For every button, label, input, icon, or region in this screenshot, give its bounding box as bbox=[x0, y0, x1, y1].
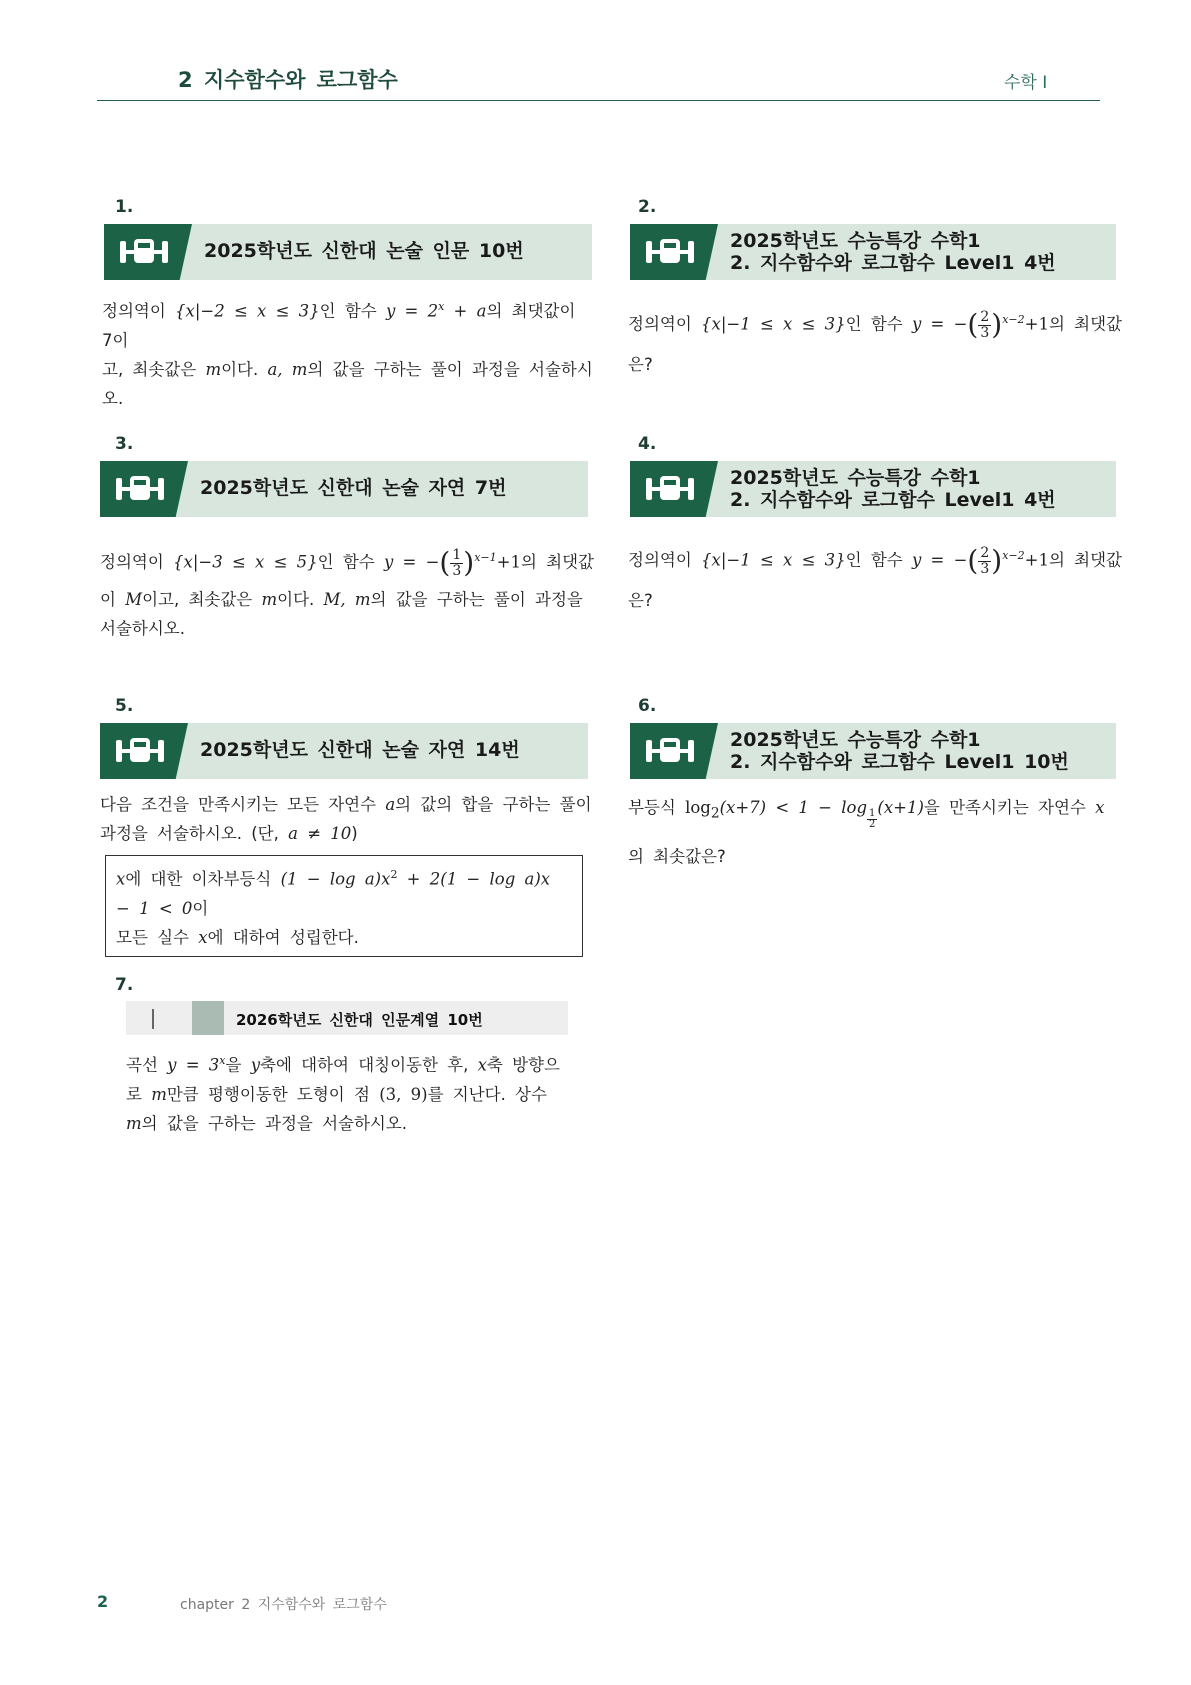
source-banner bbox=[630, 224, 1116, 280]
banner-block bbox=[192, 1001, 224, 1035]
workout-icon bbox=[644, 470, 696, 508]
tab-marker bbox=[152, 1009, 154, 1029]
banner-stripe bbox=[630, 224, 718, 280]
source-banner bbox=[630, 461, 1116, 517]
header-divider bbox=[97, 100, 1100, 101]
source-banner bbox=[104, 224, 592, 280]
workout-icon bbox=[644, 233, 696, 271]
banner-stripe bbox=[630, 461, 718, 517]
source-banner bbox=[630, 723, 1116, 779]
source-title: 2025학년도 수능특강 수학1 2. 지수함수와 로그함수 Level1 4번 bbox=[730, 230, 1056, 274]
source-banner bbox=[100, 723, 588, 779]
problem-text: 부등식 $\log_2(x+7) < 1 - \log$ $\frac{1}{2}$ (x+1)을 만족시키는 자연수 x 의 최솟값은? bbox=[628, 798, 1105, 867]
source-title: 2025학년도 신한대 논술 자연 7번 bbox=[200, 477, 507, 499]
page-number: 2 bbox=[97, 1592, 109, 1611]
subject-label: 수학 I bbox=[1004, 73, 1048, 93]
source-banner bbox=[126, 1001, 568, 1035]
banner-stripe bbox=[100, 723, 188, 779]
problem-text: 곡선 $y = 3^x$을 y축에 대하여 대칭이동한 후, x축 방향으 로 m만큼 평행이동한 도형이 점 (3, 9)를 지난다. 상수 m의 값을 구하는 과정을 서술하시오. bbox=[126, 1054, 560, 1133]
problem-number: 1. bbox=[115, 197, 134, 217]
problem-number: 7. bbox=[115, 975, 134, 995]
source-banner bbox=[100, 461, 588, 517]
source-title: 2025학년도 신한대 논술 자연 14번 bbox=[200, 739, 520, 761]
problem-text: 정의역이 {x|−3 ≤ x ≤ 5}인 함수 y = −( $\frac{1}{3}$ )$^{x-1}$+1의 최댓값 이 M이고, 최솟값은 m이다. M, m의 값을 구하는 풀이 과정을 서술하시오. bbox=[100, 546, 594, 638]
footer-chapter: chapter 2 지수함수와 로그함수 bbox=[180, 1597, 387, 1613]
condition-box: x에 대한 이차부등식 $(1 - \log a)x^2 + 2(1 - \log a)x - 1 < 0$이 모든 실수 x에 대하여 성립한다. bbox=[105, 855, 583, 957]
problem-number: 4. bbox=[638, 434, 657, 454]
problem-text: 정의역이 {x|−1 ≤ x ≤ 3}인 함수 y = −( $\frac{2}{3}$ )$^{x-2}$+1의 최댓값 은? bbox=[628, 544, 1122, 610]
problem-number: 2. bbox=[638, 197, 657, 217]
banner-stripe bbox=[104, 224, 192, 280]
problem-number: 5. bbox=[115, 696, 134, 716]
banner-stripe bbox=[100, 461, 188, 517]
source-title: 2026학년도 신한대 인문계열 10번 bbox=[236, 1011, 483, 1029]
problem-number: 3. bbox=[115, 434, 134, 454]
problem-text: 정의역이 {x|−2 ≤ x ≤ 3}인 함수 $y = 2^x + a$의 최댓값이 7이 고, 최솟값은 m이다. a, m의 값을 구하는 풀이 과정을 서술하시 오. bbox=[102, 300, 593, 408]
problem-number: 6. bbox=[638, 696, 657, 716]
workout-icon bbox=[118, 233, 170, 271]
banner-stripe bbox=[630, 723, 718, 779]
problem-text: 정의역이 {x|−1 ≤ x ≤ 3}인 함수 y = −( $\frac{2}{3}$ )$^{x-2}$+1의 최댓값 은? bbox=[628, 308, 1122, 374]
source-title: 2025학년도 수능특강 수학1 2. 지수함수와 로그함수 Level1 10번 bbox=[730, 729, 1069, 773]
chapter-title: 2 지수함수와 로그함수 bbox=[178, 68, 398, 92]
problem-text: 다음 조건을 만족시키는 모든 자연수 a의 값의 합을 구하는 풀이 과정을 서술하시오. (단, a ≠ 10) bbox=[100, 795, 592, 843]
source-title: 2025학년도 신한대 논술 인문 10번 bbox=[204, 240, 524, 262]
workout-icon bbox=[114, 732, 166, 770]
workout-icon bbox=[114, 470, 166, 508]
source-title: 2025학년도 수능특강 수학1 2. 지수함수와 로그함수 Level1 4번 bbox=[730, 467, 1056, 511]
workout-icon bbox=[644, 732, 696, 770]
